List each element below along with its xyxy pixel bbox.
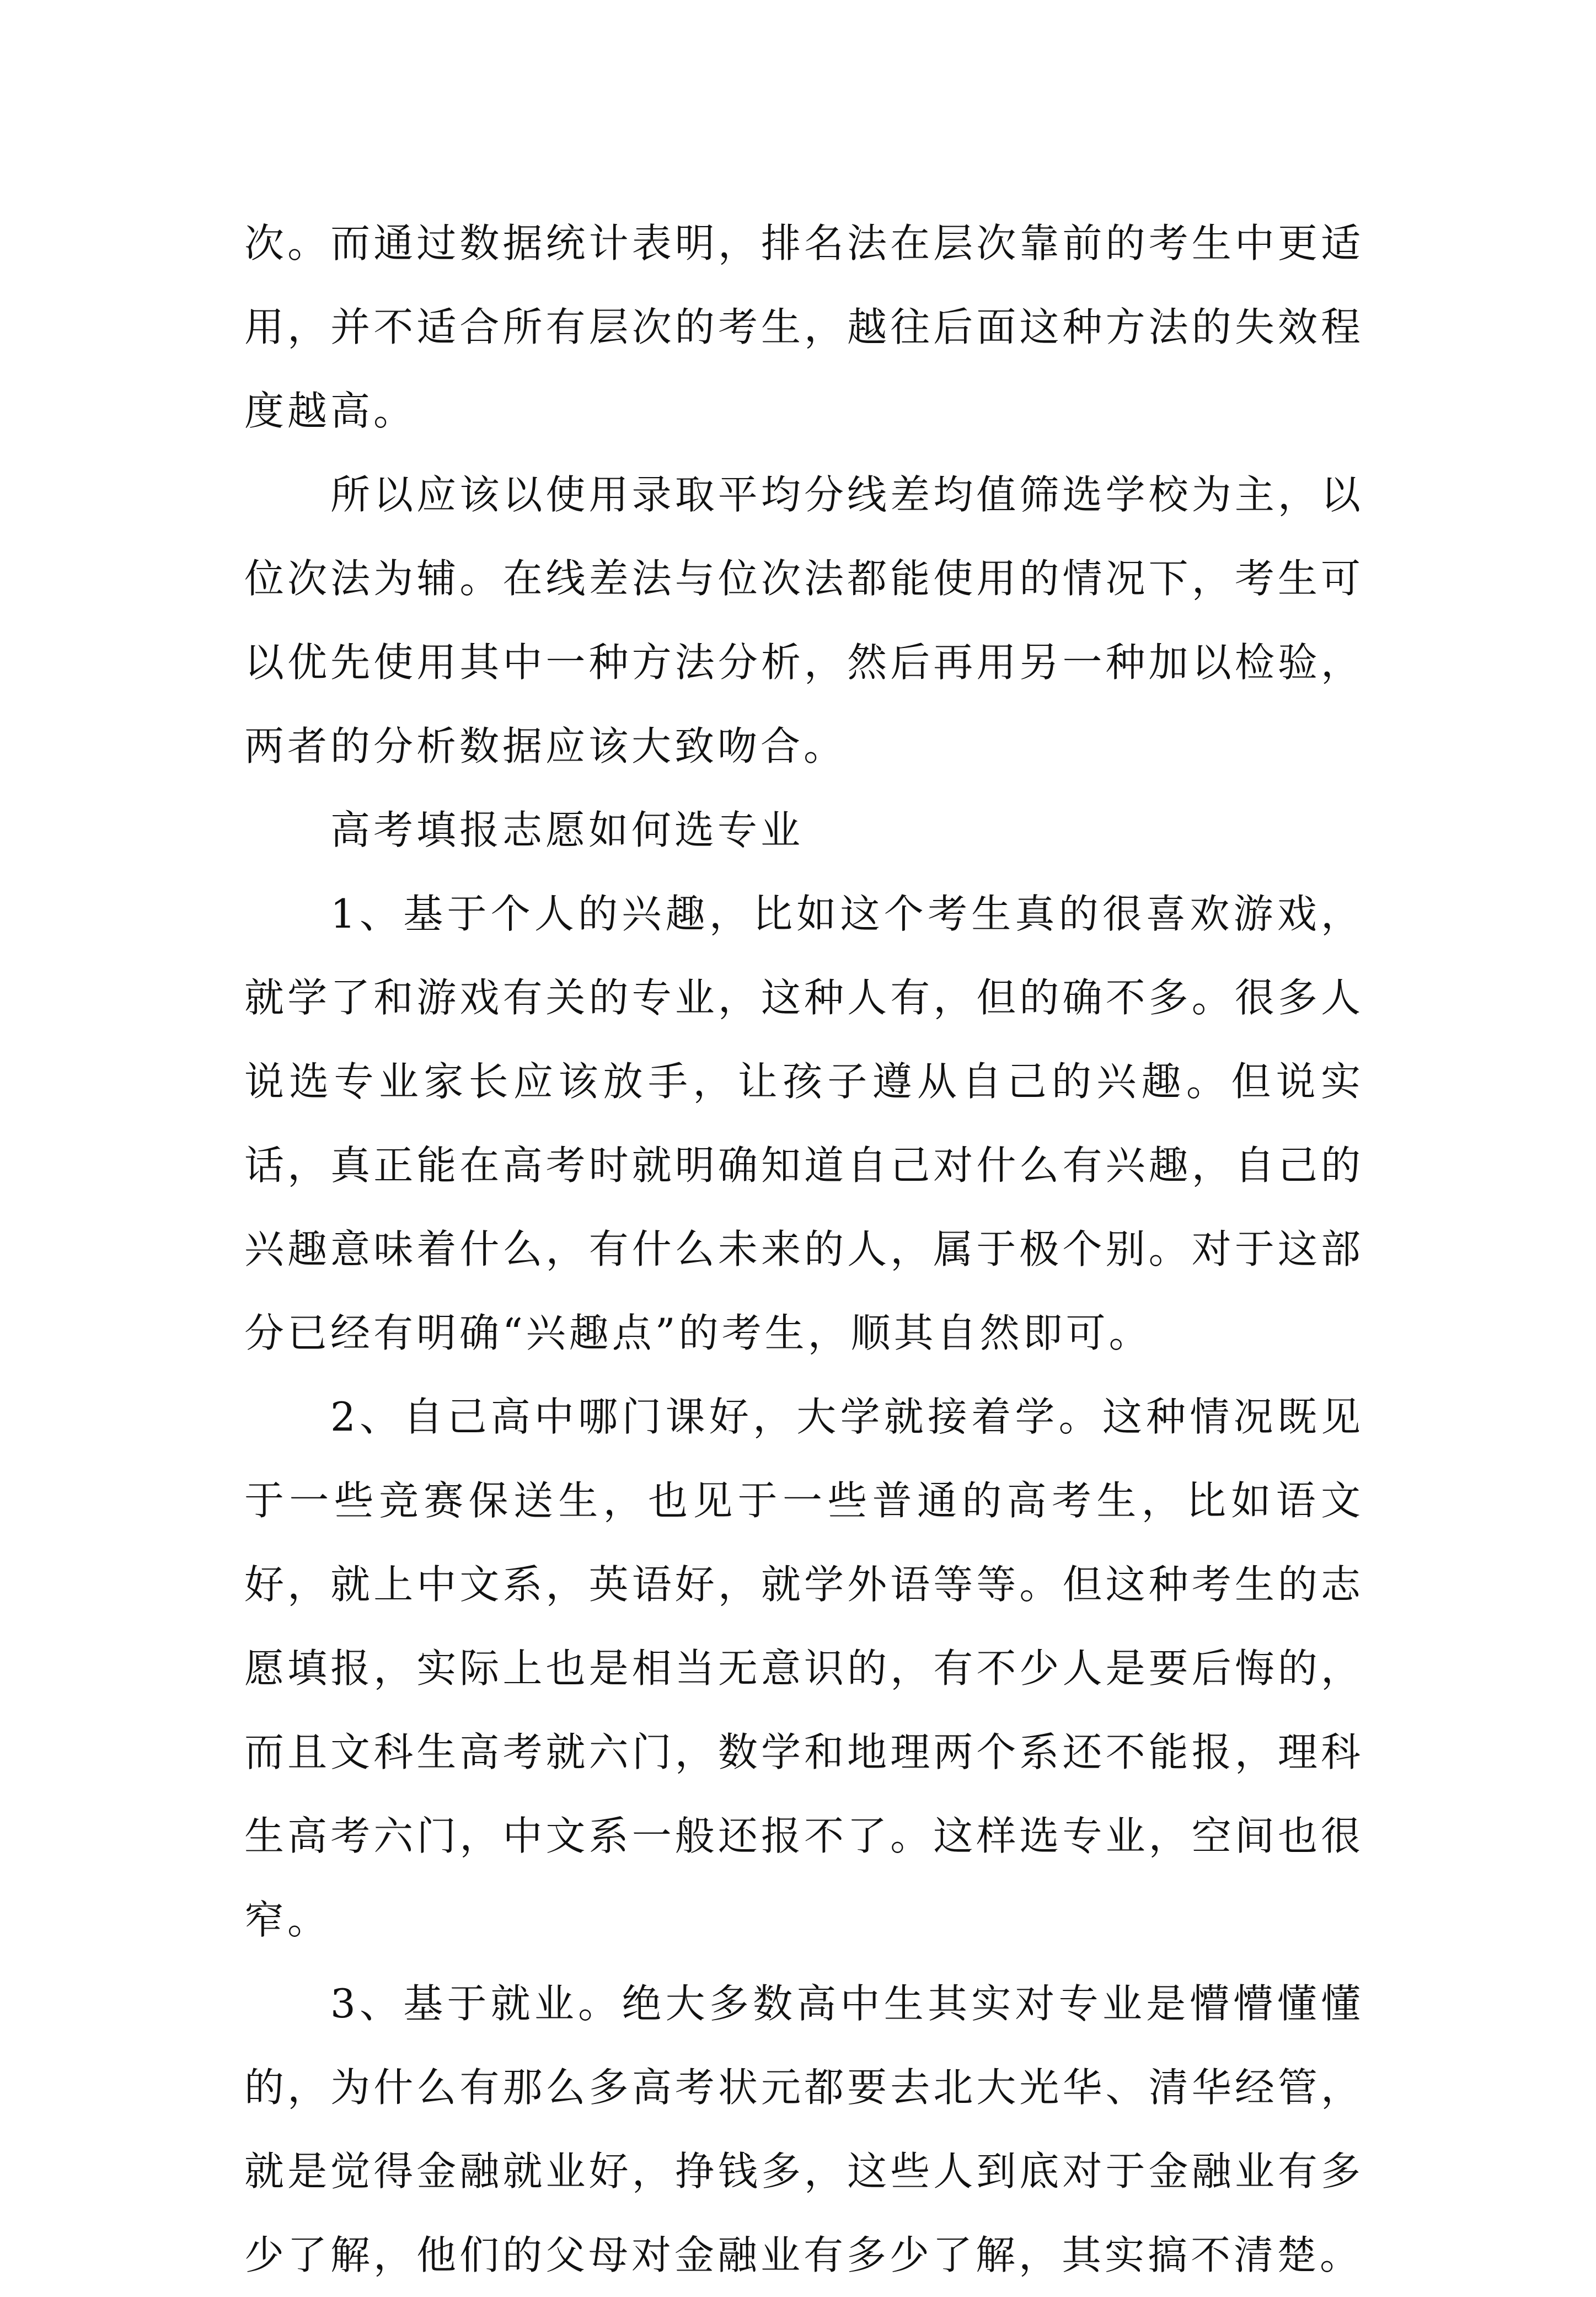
- paragraph-ranking-method-note: 次。而通过数据统计表明，排名法在层次靠前的考生中更适用，并不适合所有层次的考生，越往后面这种方法的失效程度越高。: [244, 220, 1364, 434]
- paragraph-point-employment: 3、基于就业。绝大多数高中生其实对专业是懵懵懂懂的，为什么有那么多高考状元都要去北大光华、清华经管，就是觉得金融就业好，挣钱多，这些人到底对于金融业有多少了解，他们的父母对金融业有多少了解，其实搞不清楚。: [244, 1980, 1364, 2278]
- paragraph-point-interest: 1、基于个人的兴趣，比如这个考生真的很喜欢游戏，就学了和游戏有关的专业，这种人有，但的确不多。很多人说选专业家长应该放手，让孩子遵从自己的兴趣。但说实话，真正能在高考时就明确知道自己对什么有兴趣，自己的兴趣意味着什么，有什么未来的人，属于极个别。对于这部分已经有明确“兴趣点”的考生，顺其自然即可。: [244, 891, 1364, 1356]
- paragraph-point-strong-subject: 2、自己高中哪门课好，大学就接着学。这种情况既见于一些竞赛保送生，也见于一些普通的高考生，比如语文好，就上中文系，英语好，就学外语等等。但这种考生的志愿填报，实际上也是相当无意识的，有不少人是要后悔的，而且文科生高考就六门，数学和地理两个系还不能报，理科生高考六门，中文系一般还报不了。这样选专业，空间也很窄。: [244, 1394, 1364, 1943]
- document-body: [244, 201, 1364, 2297]
- paragraph-method-recommendation: 所以应该以使用录取平均分线差均值筛选学校为主，以位次法为辅。在线差法与位次法都能使用的情况下，考生可以优先使用其中一种方法分析，然后再用另一种加以检验，两者的分析数据应该大致吻合。: [244, 472, 1364, 769]
- section-heading-choose-major: 高考填报志愿如何选专业: [330, 807, 804, 853]
